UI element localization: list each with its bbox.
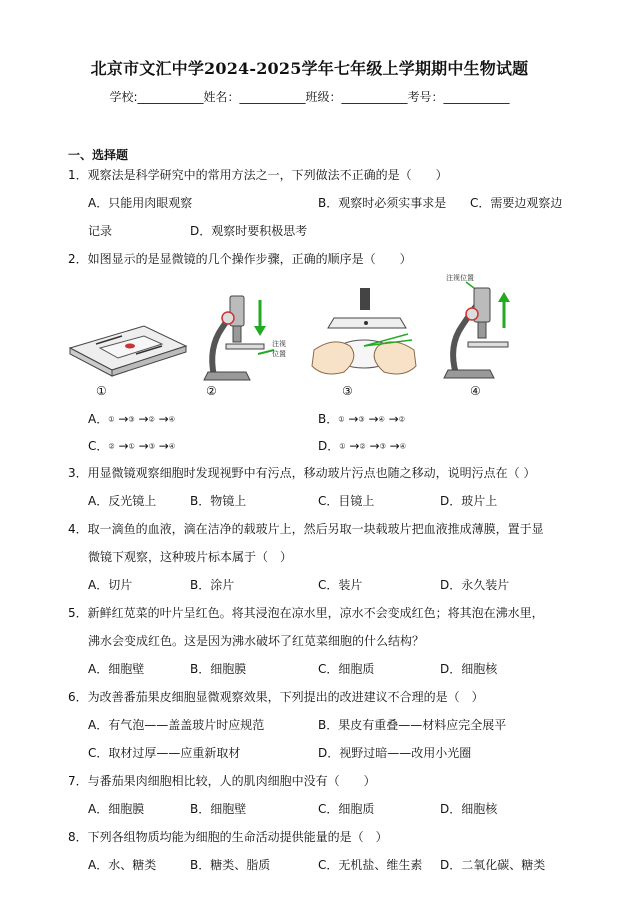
figure-4-label: ④ [470, 384, 481, 398]
q5-option-b: B．细胞膜 [190, 662, 247, 676]
figure-1-label: ① [96, 384, 107, 398]
q1-option-c: C．需要边观察边 [470, 196, 563, 210]
q3-option-d: D．玻片上 [440, 494, 498, 508]
q3-option-c: C．目镜上 [318, 494, 375, 508]
figure-2-label: ② [206, 384, 217, 398]
question-1-stem: 1．观察法是科学研究中的常用方法之一，下列做法不正确的是（ ） [68, 168, 448, 182]
q7-option-a: A．细胞膜 [88, 802, 145, 816]
q6-option-a: A．有气泡——盖盖玻片时应规范 [88, 718, 265, 732]
svg-text:注视: 注视 [272, 340, 286, 348]
q1-option-b: B．观察时必须实事求是 [318, 196, 447, 210]
question-8-stem: 8．下列各组物质均能为细胞的生命活动提供能量的是（ ） [68, 830, 388, 844]
q4-option-b: B．涂片 [190, 578, 235, 592]
q4-option-a: A．切片 [88, 578, 133, 592]
q2-option-b: B．① →③ →④ →② [318, 412, 405, 426]
question-4-stem-cont: 微镜下观察，这种玻片标本属于（ ） [88, 550, 293, 564]
svg-text:位置: 位置 [272, 350, 286, 358]
q8-option-a: A．水、糖类 [88, 858, 157, 872]
q2-option-d: D．① →② →③ →④ [318, 439, 406, 453]
q6-option-c: C．取材过厚——应重新取材 [88, 746, 241, 760]
q1-option-d: D．观察时要积极思考 [190, 224, 308, 238]
q6-option-b: B．果皮有重叠——材料应完全展平 [318, 718, 507, 732]
q5-option-d: D．细胞核 [440, 662, 498, 676]
q4-option-d: D．永久装片 [440, 578, 510, 592]
q5-option-a: A．细胞壁 [88, 662, 145, 676]
question-6-stem: 6．为改善番茄果皮细胞显微观察效果，下列提出的改进建议不合理的是（ ） [68, 690, 484, 704]
microscope-hands-figure [304, 288, 424, 386]
q7-option-b: B．细胞壁 [190, 802, 247, 816]
section-heading: 一、选择题 [68, 148, 129, 162]
q7-option-d: D．细胞核 [440, 802, 498, 816]
q1-option-c-cont: 记录 [88, 224, 113, 238]
q2-option-a: A．① →③ →② →④ [88, 412, 175, 426]
question-3-stem: 3．用显微镜观察细胞时发现视野中有污点，移动玻片污点也随之移动，说明污点在（ ） [68, 466, 536, 480]
q7-option-c: C．细胞质 [318, 802, 375, 816]
q1-option-a: A．只能用肉眼观察 [88, 196, 193, 210]
microscope-raising-figure [436, 270, 532, 386]
question-4-stem: 4．取一滴鱼的血液，滴在洁净的载玻片上，然后另取一块载玻片把血液推成薄膜，置于显 [68, 522, 544, 536]
question-5-stem: 5．新鲜红苋菜的叶片呈红色。将其浸泡在凉水里，凉水不会变成红色；将其泡在沸水里， [68, 606, 544, 620]
svg-text:注视位置: 注视位置 [446, 274, 474, 282]
microscope-stage-figure [66, 296, 190, 380]
question-5-stem-cont: 沸水会变成红色。这是因为沸水破坏了红苋菜细胞的什么结构？ [88, 634, 425, 648]
q4-option-c: C．装片 [318, 578, 363, 592]
q8-option-c: C．无机盐、维生素 [318, 858, 423, 872]
q8-option-b: B．糖类、脂质 [190, 858, 271, 872]
figure-3-label: ③ [342, 384, 353, 398]
student-info-line: 学校:___________姓名：___________班级：___________考号：___________ [109, 90, 510, 104]
q3-option-a: A．反光镜上 [88, 494, 157, 508]
q6-option-d: D．视野过暗——改用小光圈 [318, 746, 472, 760]
microscope-lowering-figure [200, 288, 296, 386]
question-2-stem: 2．如图显示的是显微镜的几个操作步骤，正确的顺序是（ ） [68, 252, 412, 266]
q5-option-c: C．细胞质 [318, 662, 375, 676]
q3-option-b: B．物镜上 [190, 494, 247, 508]
page-title: 北京市文汇中学2024-2025学年七年级上学期期中生物试题 [90, 59, 529, 78]
q8-option-d: D．二氧化碳、糖类 [440, 858, 546, 872]
question-7-stem: 7．与番茄果肉细胞相比较，人的肌肉细胞中没有（ ） [68, 774, 376, 788]
q2-option-c: C．② →① →③ →④ [88, 439, 176, 453]
